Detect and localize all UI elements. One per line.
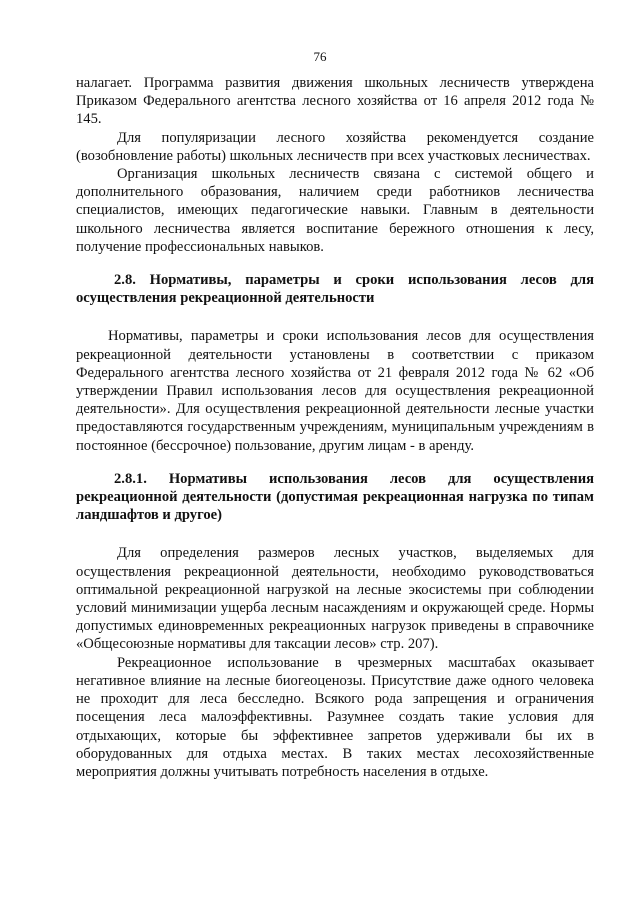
section-2-8-1-paragraph-1: Для определения размеров лесных участков, выделяемых для осуществления рекреационной деятельности, необходимо руководствоваться оптимальной рекреационной нагрузкой на лесные экосистемы при соблюдении условий минимизации ущерба лесным насаждениям и окружающей среде. Нормы допустимых единовременных рекреационных нагрузок приведены в справочнике «Общесоюзные нормативы для таксации лесов» стр. 207). — [76, 545, 594, 653]
page-number: 76 — [313, 49, 327, 64]
section-heading-2-8: 2.8. Нормативы, параметры и сроки использования лесов для осуществления рекреационной деятельности — [76, 272, 594, 307]
intro-paragraph-school-forestry: Для популяризации лесного хозяйства рекомендуется создание (возобновление работы) школьных лесничеств при всех участковых лесничествах. — [76, 129, 594, 164]
section-heading-2-8-1: 2.8.1. Нормативы использования лесов для осуществления рекреационной деятельности (допустимая рекреационная нагрузка по типам ландшафтов и другое) — [76, 470, 594, 524]
document-body — [76, 74, 594, 781]
section-2-8-1-paragraph-2: Рекреационное использование в чрезмерных масштабах оказывает негативное влияние на лесные биогеоценозы. Присутствие даже одного человека не проходит для леса бесследно. Всякого рода запрещения и ограничения посещения леса малоэффективны. Разумнее создать такие условия для отдыхающих, которые бы эффективнее запретов удерживали бы их в оборудованных для отдыха местах. В таких местах лесохозяйственные мероприятия должны учитывать потребность населения в отдыхе. — [76, 654, 594, 780]
intro-paragraph-continuation: налагает. Программа развития движения школьных лесничеств утверждена Приказом Федерального агентства лесного хозяйства от 16 апреля 2012 года № 145. — [76, 75, 594, 128]
intro-paragraph-organization: Организация школьных лесничеств связана с системой общего и дополнительного образования, наличием среди работников лесничества специалистов, имеющих педагогические навыки. Главным в деятельности школьного лесничества является воспитание бережного отношения к лесу, получение профессиональных навыков. — [76, 166, 594, 255]
section-2-8-paragraph: Нормативы, параметры и сроки использования лесов для осуществления рекреационной деятельности установлены в соответствии с приказом Федерального агентства лесного хозяйства от 21 февраля 2012 года № 62 «Об утверждении Правил использования лесов для осуществления рекреационной деятельности». Для осуществления рекреационной деятельности лесные участки предоставляются государственным учреждениям, муниципальным учреждениям в постоянное (бессрочное) пользование, другим лицам - в аренду. — [76, 328, 594, 454]
